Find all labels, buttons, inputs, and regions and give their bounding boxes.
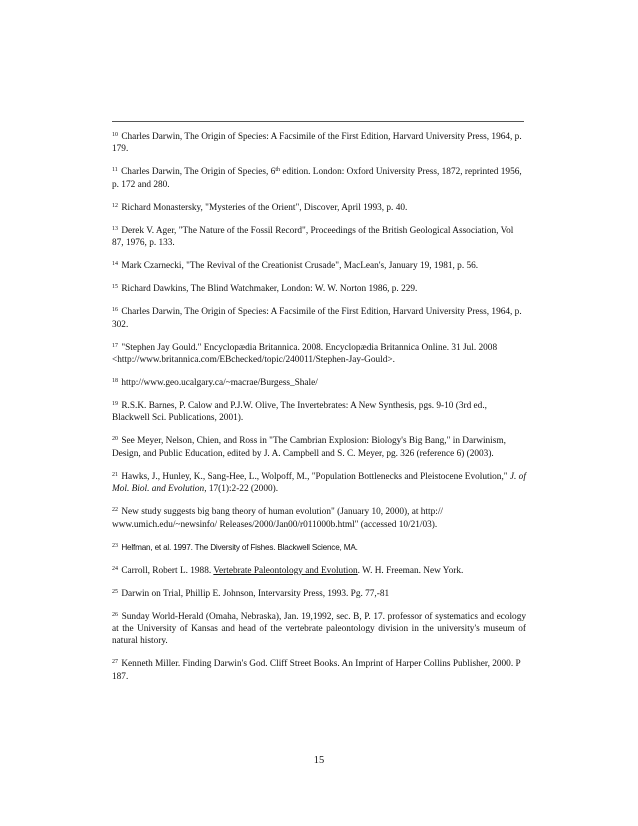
footnote-text: Sunday World-Herald (Omaha, Nebraska), Jan. 19,1992, sec. B, P. 17. professor of systematics and ecology at the University of Kansas and head of the vertebrate paleontology division in the university's museum of natural history.: [112, 611, 526, 647]
footnote-number: 19: [112, 401, 118, 408]
footnote-number: 24: [112, 565, 118, 572]
footnote-13: [112, 225, 526, 250]
footnote-number: 22: [112, 507, 118, 514]
footnote-number: 12: [112, 202, 118, 209]
footnote-text: Charles Darwin, The Origin of Species: A Facsimile of the First Edition, Harvard University Press, 1964, p. 302.: [112, 307, 522, 330]
footnote-text: Carroll, Robert L. 1988.: [121, 565, 214, 576]
footnote-number: 25: [112, 588, 118, 595]
footnote-text: Charles Darwin, The Origin of Species: A Facsimile of the First Edition, Harvard University Press, 1964, p. 179.: [112, 132, 522, 155]
footnote-21: [112, 471, 526, 496]
footnote-20: [112, 435, 526, 460]
footnote-number: 14: [112, 261, 118, 268]
footnote-17: [112, 342, 526, 367]
footnote-15: [112, 283, 526, 295]
footnote-text: "Stephen Jay Gould." Encyclopædia Britannica. 2008. Encyclopædia Britannica Online. 31 Jul. 2008 <http://www.britannica.com/EBchecked/topic/240011/Stephen-Jay-Gould>.: [112, 342, 498, 366]
ordinal-suffix: th: [275, 167, 281, 174]
footnote-number: 15: [112, 284, 118, 291]
footnotes-list: [112, 131, 526, 683]
footnote-text: See Meyer, Nelson, Chien, and Ross in "The Cambrian Explosion: Biology's Big Bang," in Darwinism, Design, and Public Education, edited by J. A. Campbell and S. C. Meyer, pg. 326 (reference 6) (2003).: [112, 436, 506, 459]
footnote-number: 17: [112, 342, 118, 349]
footnote-24: [112, 565, 526, 577]
journal-title: J. of Mol. Biol. and Evolution: [112, 471, 526, 495]
footnote-text: Kenneth Miller. Finding Darwin's God. Cliff Street Books. An Imprint of Harper Collins Publisher, 2000. P 187.: [112, 659, 521, 682]
footnote-text: Derek V. Ager, "The Nature of the Fossil Record", Proceedings of the British Geological Association, Vol 87, 1976, p. 133.: [112, 225, 514, 249]
footnote-text-cont: . W. H. Freeman. New York.: [357, 565, 464, 576]
footnote-text: Helfman, et al. 1997. The Diversity of Fishes. Blackwell Science, MA.: [121, 542, 358, 552]
footnote-27: [112, 658, 526, 683]
book-title: Vertebrate Paleontology and Evolution: [213, 565, 358, 576]
footnote-text: Darwin on Trial, Phillip E. Johnson, Intervarsity Press, 1993. Pg. 77,-81: [121, 588, 390, 599]
page-number: 15: [313, 755, 325, 766]
footnote-separator: [112, 121, 524, 122]
footnote-number: 23: [112, 542, 118, 549]
footnote-number: 26: [112, 611, 118, 618]
footnote-text: R.S.K. Barnes, P. Calow and P.J.W. Olive, The Invertebrates: A New Synthesis, pgs. 9-10 (3rd ed., Blackwell Sci. Publications, 2001).: [112, 401, 487, 424]
footnote-text: Mark Czarnecki, "The Revival of the Creationist Crusade", MacLean's, January 19, 1981, p. 56.: [121, 261, 479, 272]
footnote-number: 20: [112, 436, 118, 443]
footnote-23: [112, 542, 526, 554]
footnote-10: [112, 131, 526, 156]
footnote-text: http://www.geo.ucalgary.ca/~macrae/Burgess_Shale/: [121, 378, 318, 389]
footnote-number: 11: [112, 167, 118, 174]
footnote-number: 27: [112, 659, 118, 666]
footnote-19: [112, 400, 526, 425]
footnote-text: New study suggests big bang theory of human evolution" (January 10, 2000), at http:// www.umich.edu/~newsinfo/ Releases/2000/Jan00/r011000b.html" (accessed 10/21/03).: [112, 507, 443, 530]
footnote-26: [112, 611, 526, 648]
footnote-text: Charles Darwin, The Origin of Species, 6: [121, 167, 276, 178]
footnote-number: 13: [112, 225, 118, 232]
footnote-text-cont: edition. London: Oxford University Press, 1872, reprinted 1956, p. 172 and 280.: [112, 167, 522, 190]
footnote-22: [112, 506, 526, 531]
footnote-16: [112, 306, 526, 331]
footnote-14: [112, 260, 526, 272]
footnote-18: [112, 377, 526, 389]
footnote-12: [112, 202, 526, 214]
footnote-25: [112, 588, 526, 600]
footnote-text-cont: , 17(1):2-22 (2000).: [204, 484, 279, 495]
footnote-text: Hawks, J., Hunley, K., Sang-Hee, L., Wolpoff, M., "Population Bottlenecks and Pleistocene Evolution,": [121, 471, 510, 482]
footnote-11: [112, 166, 526, 191]
footnote-text: Richard Dawkins, The Blind Watchmaker, London: W. W. Norton 1986, p. 229.: [121, 284, 418, 295]
footnote-text: Richard Monastersky, "Mysteries of the Orient", Discover, April 1993, p. 40.: [121, 202, 408, 213]
footnote-number: 16: [112, 307, 118, 314]
footnote-number: 21: [112, 471, 118, 478]
footnote-number: 18: [112, 378, 118, 385]
footnote-number: 10: [112, 132, 118, 138]
